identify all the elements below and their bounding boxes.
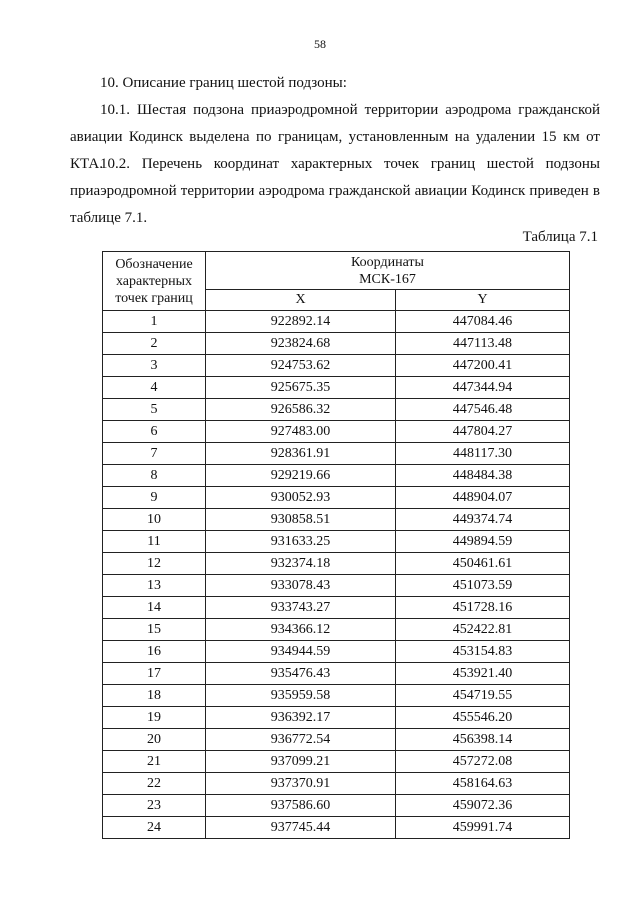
cell-y: 449894.59 [396,531,570,553]
cell-y: 452422.81 [396,619,570,641]
cell-x: 931633.25 [206,531,396,553]
cell-point: 10 [103,509,206,531]
cell-x: 928361.91 [206,443,396,465]
table-row [103,795,570,817]
cell-x: 929219.66 [206,465,396,487]
cell-y: 459072.36 [396,795,570,817]
cell-y: 458164.63 [396,773,570,795]
header-x: X [206,290,396,311]
cell-point: 19 [103,707,206,729]
cell-y: 447200.41 [396,355,570,377]
cell-y: 449374.74 [396,509,570,531]
table-row [103,465,570,487]
table-row [103,817,570,839]
coordinates-table [102,251,570,839]
cell-x: 935959.58 [206,685,396,707]
table-row [103,553,570,575]
cell-x: 935476.43 [206,663,396,685]
header-coords-label: Координаты МСК-167 [351,254,424,287]
table-caption: Таблица 7.1 [522,229,598,245]
cell-y: 453921.40 [396,663,570,685]
table-row [103,773,570,795]
cell-point: 13 [103,575,206,597]
cell-y: 448117.30 [396,443,570,465]
cell-y: 455546.20 [396,707,570,729]
cell-point: 18 [103,685,206,707]
cell-point: 9 [103,487,206,509]
cell-x: 933078.43 [206,575,396,597]
cell-point: 16 [103,641,206,663]
table-row [103,751,570,773]
cell-x: 933743.27 [206,597,396,619]
cell-y: 454719.55 [396,685,570,707]
cell-point: 22 [103,773,206,795]
cell-point: 15 [103,619,206,641]
cell-point: 1 [103,311,206,333]
cell-x: 932374.18 [206,553,396,575]
page-number: 58 [314,37,326,51]
header-y: Y [396,290,570,311]
table-row [103,619,570,641]
header-coords [206,252,570,290]
cell-x: 936392.17 [206,707,396,729]
table-row [103,641,570,663]
cell-point: 8 [103,465,206,487]
cell-point: 3 [103,355,206,377]
cell-y: 451728.16 [396,597,570,619]
table-row [103,421,570,443]
cell-y: 448484.38 [396,465,570,487]
table-row [103,355,570,377]
paragraph-10-2: 10.2. Перечень координат характерных точек границ шестой подзоны приаэродромной территории аэродрома гражданской авиации Кодинск приведен в таблице 7.1. [70,156,600,226]
cell-y: 457272.08 [396,751,570,773]
cell-x: 925675.35 [206,377,396,399]
cell-point: 7 [103,443,206,465]
cell-x: 927483.00 [206,421,396,443]
cell-x: 934366.12 [206,619,396,641]
table-row [103,333,570,355]
cell-y: 448904.07 [396,487,570,509]
table-row [103,663,570,685]
cell-y: 451073.59 [396,575,570,597]
cell-x: 923824.68 [206,333,396,355]
cell-point: 14 [103,597,206,619]
table-body [103,311,570,839]
header-point [103,252,206,311]
table-row [103,311,570,333]
cell-y: 447546.48 [396,399,570,421]
table-row [103,399,570,421]
cell-y: 453154.83 [396,641,570,663]
cell-point: 17 [103,663,206,685]
cell-y: 447344.94 [396,377,570,399]
cell-y: 450461.61 [396,553,570,575]
table-row [103,377,570,399]
cell-y: 447804.27 [396,421,570,443]
table-row [103,487,570,509]
cell-point: 21 [103,751,206,773]
table-row [103,707,570,729]
cell-y: 447113.48 [396,333,570,355]
cell-x: 926586.32 [206,399,396,421]
cell-point: 23 [103,795,206,817]
cell-point: 12 [103,553,206,575]
cell-y: 447084.46 [396,311,570,333]
cell-x: 937370.91 [206,773,396,795]
cell-x: 937586.60 [206,795,396,817]
cell-x: 937745.44 [206,817,396,839]
table-row [103,575,570,597]
table-row [103,531,570,553]
cell-x: 934944.59 [206,641,396,663]
header-point-label: Обозначение характерных точек границ [115,256,193,306]
table-row [103,597,570,619]
table-row [103,685,570,707]
table-row [103,729,570,751]
cell-x: 922892.14 [206,311,396,333]
cell-x: 937099.21 [206,751,396,773]
paragraph-10-1: 10.1. Шестая подзона приаэродромной территории аэродрома гражданской авиации Кодинск выделена по границам, установленным на удалении 15 км от КТА. [70,102,600,172]
cell-x: 930858.51 [206,509,396,531]
cell-point: 6 [103,421,206,443]
section-heading: 10. Описание границ шестой подзоны: [100,75,347,91]
cell-point: 24 [103,817,206,839]
cell-y: 456398.14 [396,729,570,751]
cell-x: 930052.93 [206,487,396,509]
cell-point: 2 [103,333,206,355]
cell-point: 11 [103,531,206,553]
cell-point: 4 [103,377,206,399]
cell-x: 924753.62 [206,355,396,377]
cell-point: 20 [103,729,206,751]
table-row [103,509,570,531]
table-row [103,443,570,465]
cell-point: 5 [103,399,206,421]
cell-y: 459991.74 [396,817,570,839]
cell-x: 936772.54 [206,729,396,751]
